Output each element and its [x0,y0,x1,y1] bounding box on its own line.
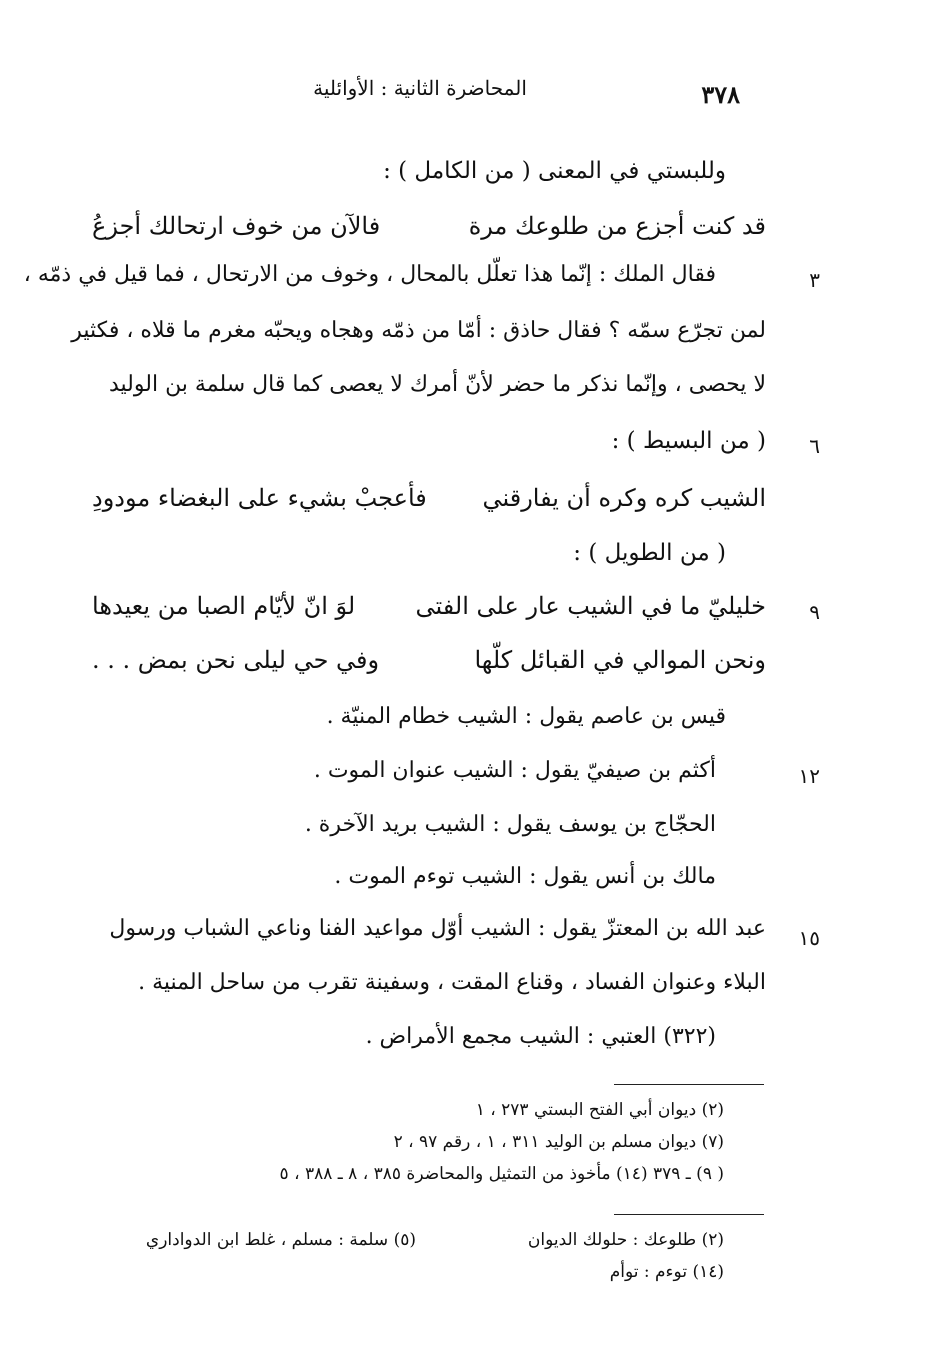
footnote-source-1: (٢) ديوان أبي الفتح البستي ٢٧٣ ، ١ [475,1100,724,1120]
verse3-first-hemistich: خليليّ ما في الشيب عار على الفتى [415,592,766,620]
line-number-9: ٩ [809,600,820,624]
line-number-12: ١٢ [798,764,820,788]
quote-aktham: أكثم بن صيفيّ يقول : الشيب عنوان الموت . [313,758,716,783]
verse4-second-hemistich: وفي حي ليلى نحن بمض . . . [92,646,380,674]
prose-line-3: لا يحصى ، وإنّما نذكر ما حضر لأنّ أمرك لا يعصى كما قال سلمة بن الوليد [109,372,766,397]
running-header-title: المحاضرة الثانية : الأوائلية [313,76,527,100]
footnote-separator-1 [614,1084,764,1085]
line-number-6: ٦ [809,434,820,458]
footnote-variant-5: (٥) سلمة : مسلم ، غلط ابن الدواداري [145,1230,416,1250]
meter-basit-label: ( من البسيط ) : [611,428,766,454]
quote-utbi: (٣٢٢) العتبي : الشيب مجمع الأمراض . [365,1024,716,1049]
verse2-second-hemistich: فأعجبْ بشيء على البغضاء مودودِ [92,484,427,512]
page-number: ٣٧٨ [701,80,740,109]
intro-line: وللبستي في المعنى ( من الكامل ) : [383,158,726,184]
verse1-first-hemistich: قد كنت أجزع من طلوعك مرة [468,212,766,240]
footnote-separator-2 [614,1214,764,1215]
prose-line-2: لمن تجرّع سمّه ؟ فقال حاذق : أمّا من ذمّه وهجاه ويحبّه مغرم ما قلاه ، فكثير [71,318,766,343]
footnote-variant-2: (٢) طلوعك : حلولك الديوان [527,1230,724,1250]
meter-tawil-label: ( من الطويل ) : [573,540,726,566]
line-number-15: ١٥ [798,926,820,950]
verse4-first-hemistich: ونحن الموالي في القبائل كلّها [474,646,766,674]
line-number-3: ٣ [809,268,820,292]
footnote-variant-14: (١٤) توءم : توأم [609,1262,724,1282]
footnote-source-3: ( ٩) ـ ٣٧٩ (١٤) مأخوذ من التمثيل والمحاضرة ٣٨٥ ، ٨ ـ ٣٨٨ ، ٥ [279,1164,724,1184]
footnote-source-2: (٧) ديوان مسلم بن الوليد ٣١١ ، ١ ، رقم ٩٧ ، ٢ [393,1132,724,1152]
quote-hajjaj: الحجّاج بن يوسف يقول : الشيب بريد الآخرة . [304,812,716,837]
quote-malik: مالك بن أنس يقول : الشيب توءم الموت . [334,864,716,889]
quote-qays: قيس بن عاصم يقول : الشيب خطام المنيّة . [326,704,726,729]
quote-ibn-mutazz-2: البلاء وعنوان الفساد ، وقناع المقت ، وسفينة تقرب من ساحل المنية . [138,970,766,995]
quote-ibn-mutazz-1: عبد الله بن المعتزّ يقول : الشيب أوّل مواعيد الفنا وناعي الشباب ورسول [109,916,766,941]
verse3-second-hemistich: لوَ انّ لأيّام الصبا من يعيدها [92,592,356,620]
prose-line-1: فقال الملك : إنّما هذا تعلّل بالمحال ، وخوف من الارتحال ، فما قيل في ذمّه ، [23,262,716,287]
verse2-first-hemistich: الشيب كره وكره أن يفارقني [482,484,766,512]
verse1-second-hemistich: فالآن من خوف ارتحالك أجزعُ [92,212,381,240]
